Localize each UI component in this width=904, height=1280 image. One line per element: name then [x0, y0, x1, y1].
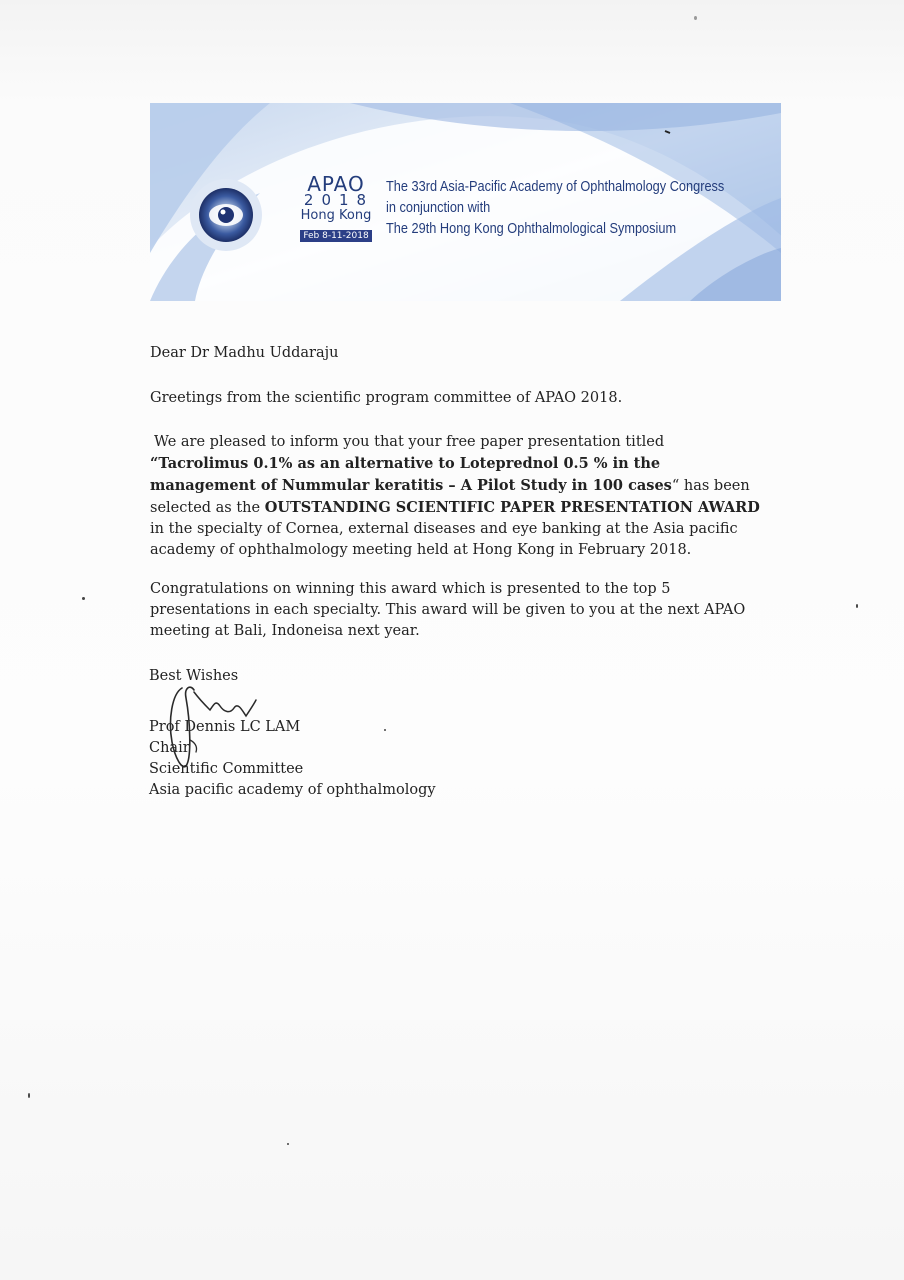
selected-prefix: selected as the: [150, 500, 265, 516]
scan-speck: [856, 604, 858, 608]
scan-speck: [82, 597, 85, 600]
scan-speck: [28, 1093, 30, 1098]
signatory-committee: Scientific Committee: [149, 761, 304, 777]
award-name: OUTSTANDING SCIENTIFIC PAPER PRESENTATION AWARD: [264, 499, 760, 516]
paper-title-part-2: management of Nummular keratitis – A Pilot Study in 100 cases: [150, 477, 672, 494]
paper-title-line-2: [150, 475, 790, 497]
banner-title: [386, 177, 724, 240]
salutation: Dear Dr Madhu Uddaraju: [150, 345, 339, 361]
award-selected-line: [150, 497, 790, 519]
congrats-line-3: meeting at Bali, Indoneisa next year.: [150, 623, 420, 639]
logo-apao-text: APAO: [307, 172, 365, 196]
signatory-organization: Asia pacific academy of ophthalmology: [149, 782, 436, 798]
scan-speck: [694, 16, 697, 20]
meeting-line: academy of ophthalmology meeting held at Hong Kong in February 2018.: [150, 542, 692, 558]
signatory-name: Prof Dennis LC LAM: [149, 719, 301, 735]
scan-speck: [287, 1143, 289, 1145]
paper-title-part-1: “Tacrolimus 0.1% as an alternative to Loteprednol 0.5 % in the: [150, 455, 661, 472]
congratulations-paragraph: [150, 579, 790, 642]
greeting-paragraph: Greetings from the scientific program committee of APAO 2018.: [150, 390, 623, 406]
logo-city-text: Hong Kong: [300, 208, 372, 223]
paper-title-line-1: [150, 453, 790, 475]
banner-line-symposium: The 29th Hong Kong Ophthalmological Symposium: [386, 221, 677, 237]
handwritten-signature: [160, 680, 270, 775]
specialty-line: in the specialty of Cornea, external diseases and eye banking at the Asia pacific: [150, 521, 738, 537]
paper-title-close: “ has been: [671, 478, 750, 494]
congrats-line-1: Congratulations on winning this award which is presented to the top 5: [150, 581, 671, 597]
award-intro-line: We are pleased to inform you that your free paper presentation titled: [154, 434, 665, 450]
congrats-line-2: presentations in each specialty. This award will be given to you at the next APAO: [150, 602, 746, 618]
eye-emblem-icon: [190, 179, 262, 251]
apao-logo: [296, 172, 376, 242]
signatory-role: Chair: [149, 740, 190, 756]
logo-year-text: 2018: [303, 191, 375, 209]
banner-line-congress: The 33rd Asia-Pacific Academy of Ophthalmology Congress: [386, 179, 725, 195]
banner-line-conjunction: in conjunction with: [386, 200, 491, 216]
congress-banner: [150, 103, 781, 301]
award-paragraph: [150, 432, 790, 561]
closing-text: Best Wishes: [149, 668, 239, 684]
logo-date-badge: Feb 8-11-2018: [300, 230, 371, 242]
